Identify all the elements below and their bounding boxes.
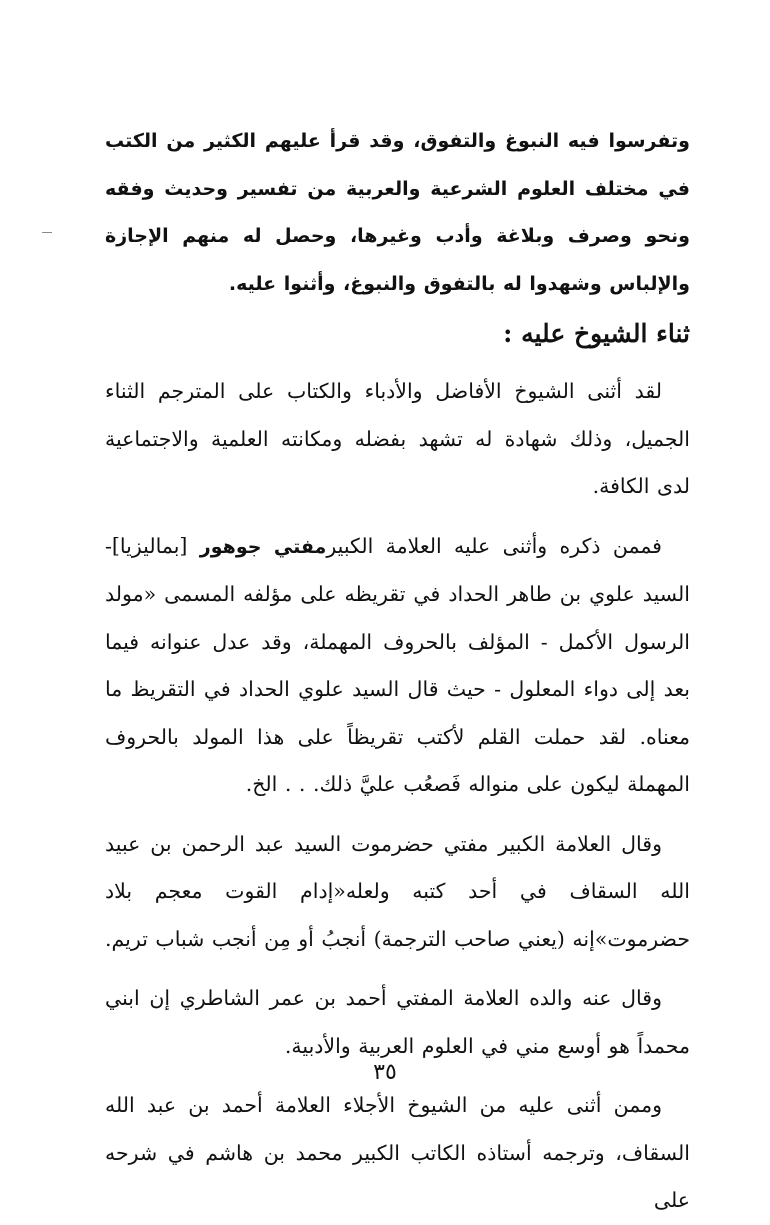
section-heading: ثناء الشيوخ عليه : — [503, 319, 690, 348]
paragraph-alawi — [105, 523, 690, 809]
mufti-johor-name: مفتي جوهور — [199, 535, 327, 558]
intro-paragraph: وتفرسوا فيه النبوغ والتفوق، وقد قرأ عليهم الكثير من الكتب في مختلف العلوم الشرعية والعربية من تفسير وحديث وفقه ونحو وصرف وبلاغة وأدب وغيرها، وحصل له منهم الإجازة والإلباس وشهدوا له بالتفوق والنبوغ، وأثنوا عليه. — [105, 130, 690, 295]
paragraph-alawi-rest: [بماليزيا]- السيد علوي بن طاهر الحداد في تقريظه على مؤلفه المسمى «مولد الرسول الأكمل - المؤلف بالحروف المهملة، وقد عدل عنوانه فيما بعد إلى دواء المعلول - حيث قال السيد علوي الحداد في التقريظ ما معناه. لقد حملت القلم لأكتب تقريظاً على هذا المولد بالحروف المهملة ليكون على منواله فَصعُب عليَّ ذلك. . . الخ. — [105, 533, 690, 796]
paragraph-saqqaf: وقال العلامة الكبير مفتي حضرموت السيد عبد الرحمن بن عبيد الله السقاف في أحد كتبه ولعله«إدام القوت معجم بلاد حضرموت»إنه (يعني صاحب الترجمة) أنجبُ أو مِن أنجب شباب تريم. — [105, 831, 690, 951]
paragraph-scholars: وممن أثنى عليه من الشيوخ الأجلاء العلامة أحمد بن عبد الله السقاف، وترجمه أستاذه الكاتب الكبير محمد بن هاشم في شرحه على — [105, 1093, 690, 1212]
paragraph-praise: لقد أثنى الشيوخ الأفاضل والأدباء والكتاب على المترجم الثناء الجميل، وذلك شهادة له تشهد بفضله ومكانته العلمية والاجتماعية لدى الكافة. — [105, 379, 690, 498]
page-number: ٣٥ — [373, 1060, 397, 1085]
paragraph-father: وقال عنه والده العلامة المفتي أحمد بن عمر الشاطري إن ابني محمداً هو أوسع مني في العلوم العربية والأدبية. — [105, 986, 690, 1058]
book-page — [105, 118, 690, 1225]
paragraph-alawi-start: فممن ذكره وأثنى عليه العلامة الكبير — [326, 533, 662, 558]
margin-mark — [42, 232, 52, 233]
